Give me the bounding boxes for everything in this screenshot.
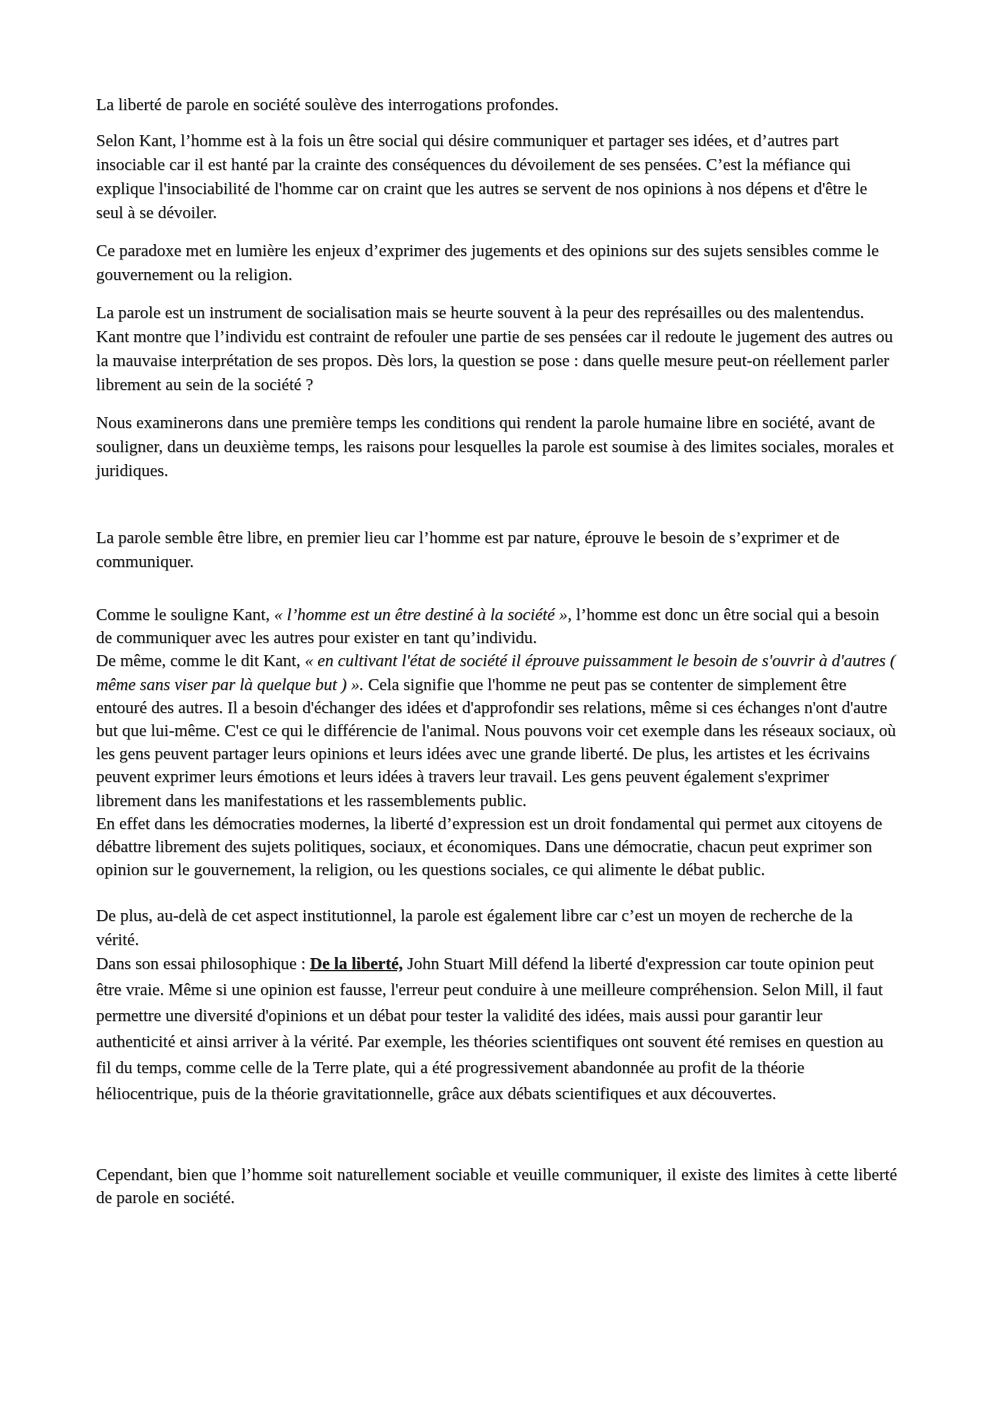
part-one-intro-paragraph: La parole semble être libre, en premier lieu car l’homme est par nature, éprouve le besoin de s’exprimer et de communiquer. bbox=[96, 528, 840, 571]
text-run: Comme le souligne Kant, bbox=[96, 605, 275, 624]
kant-need-to-open-paragraph bbox=[96, 649, 897, 811]
book-title: De la liberté, bbox=[309, 953, 403, 973]
kant-quote: « l’homme est un être destiné à la société », bbox=[274, 605, 572, 624]
kant-social-being-paragraph bbox=[96, 603, 897, 649]
intro-sentence: La liberté de parole en société soulève des interrogations profondes. bbox=[96, 95, 559, 114]
text-run: John Stuart Mill défend la liberté d'expression car toute opinion peut être vraie. Même si une opinion est fausse, l'erreur peut conduire à une meilleure compréhension. Selon Mill, il faut permettre une diversité d'opinions et un débat pour tester la validité des idées, mais aussi pour garantir leur authenticité et ainsi arriver à la vérité. Par exemple, les théories scientifiques ont souvent été remises en question au fil du temps, comme celle de la Terre plate, qui a été progressivement abandonnée au profit de la théorie héliocentrique, puis de la théorie gravitationnelle, grâce aux débats scientifiques et aux découvertes. bbox=[96, 953, 884, 1103]
kant-paradox-paragraph: Selon Kant, l’homme est à la fois un être social qui désire communiquer et partager ses idées, et d’autres part insociable car il est hanté par la crainte des conséquences du dévoilement de ses pensées. C’est la méfiance qui explique l'insociabilité de l'homme car on craint que les autres se servent de nos opinions à nos dépens et d'être le seul à se dévoiler. bbox=[96, 131, 868, 222]
problematic-paragraph: La parole est un instrument de socialisation mais se heurte souvent à la peur des représailles ou des malentendus. Kant montre que l’individu est contraint de refouler une partie de ses pensées car il redoute le jugement des autres ou la mauvaise interprétation de ses propos. Dès lors, la question se pose : dans quelle mesure peut-on réellement parler librement au sein de la société ? bbox=[96, 303, 893, 394]
mill-paragraph bbox=[96, 951, 897, 1107]
paradox-stakes-paragraph: Ce paradoxe met en lumière les enjeux d’exprimer des jugements et des opinions sur des sujets sensibles comme le gouvernement ou la religion. bbox=[96, 241, 879, 284]
democracy-paragraph: En effet dans les démocraties modernes, la liberté d’expression est un droit fondamental qui permet aux citoyens de débattre librement des sujets politiques, sociaux, et économiques. Dans une démocratie, chacun peut exprimer son opinion sur le gouvernement, la religion, ou les questions sociales, ce qui alimente le débat public. bbox=[96, 813, 883, 880]
kant-quote: « en cultivant l'état de société il éprouve puissamment le besoin de s'ouvrir à d'autres ( même sans viser par là quelque but ) ». bbox=[96, 651, 896, 694]
plan-paragraph: Nous examinerons dans une première temps les conditions qui rendent la parole humaine libre en société, avant de souligner, dans un deuxième temps, les raisons pour lesquelles la parole est soumise à des limites sociales, morales et juridiques. bbox=[96, 413, 894, 480]
text-run: Dans son essai philosophique : bbox=[96, 953, 310, 973]
text-run: De même, comme le dit Kant, bbox=[96, 651, 305, 671]
truth-search-paragraph: De plus, au-delà de cet aspect institutionnel, la parole est également libre car c’est un moyen de recherche de la vérité. bbox=[96, 906, 853, 949]
transition-paragraph: Cependant, bien que l’homme soit naturellement sociable et veuille communiquer, il existe des limites à cette liberté de parole en société. bbox=[96, 1164, 897, 1208]
text-run: l’homme est donc un être social qui a besoin de communiquer avec les autres pour exister en tant qu’individu. bbox=[96, 605, 880, 648]
text-run: Cela signifie que l'homme ne peut pas se contenter de simplement être entouré des autres. Il a besoin d'échanger des idées et d'approfondir ses relations, même si ces échanges n'ont d'autre but que lui-même. C'est ce qui le différencie de l'animal. Nous pouvons voir cet exemple dans les réseaux sociaux, où les gens peuvent partager leurs opinions et leurs idées avec une grande liberté. De plus, les artistes et les écrivains peuvent exprimer leurs émotions et leurs idées à travers leur travail. Les gens peuvent également s'exprimer librement dans les manifestations et les rassemblements public. bbox=[96, 674, 896, 810]
